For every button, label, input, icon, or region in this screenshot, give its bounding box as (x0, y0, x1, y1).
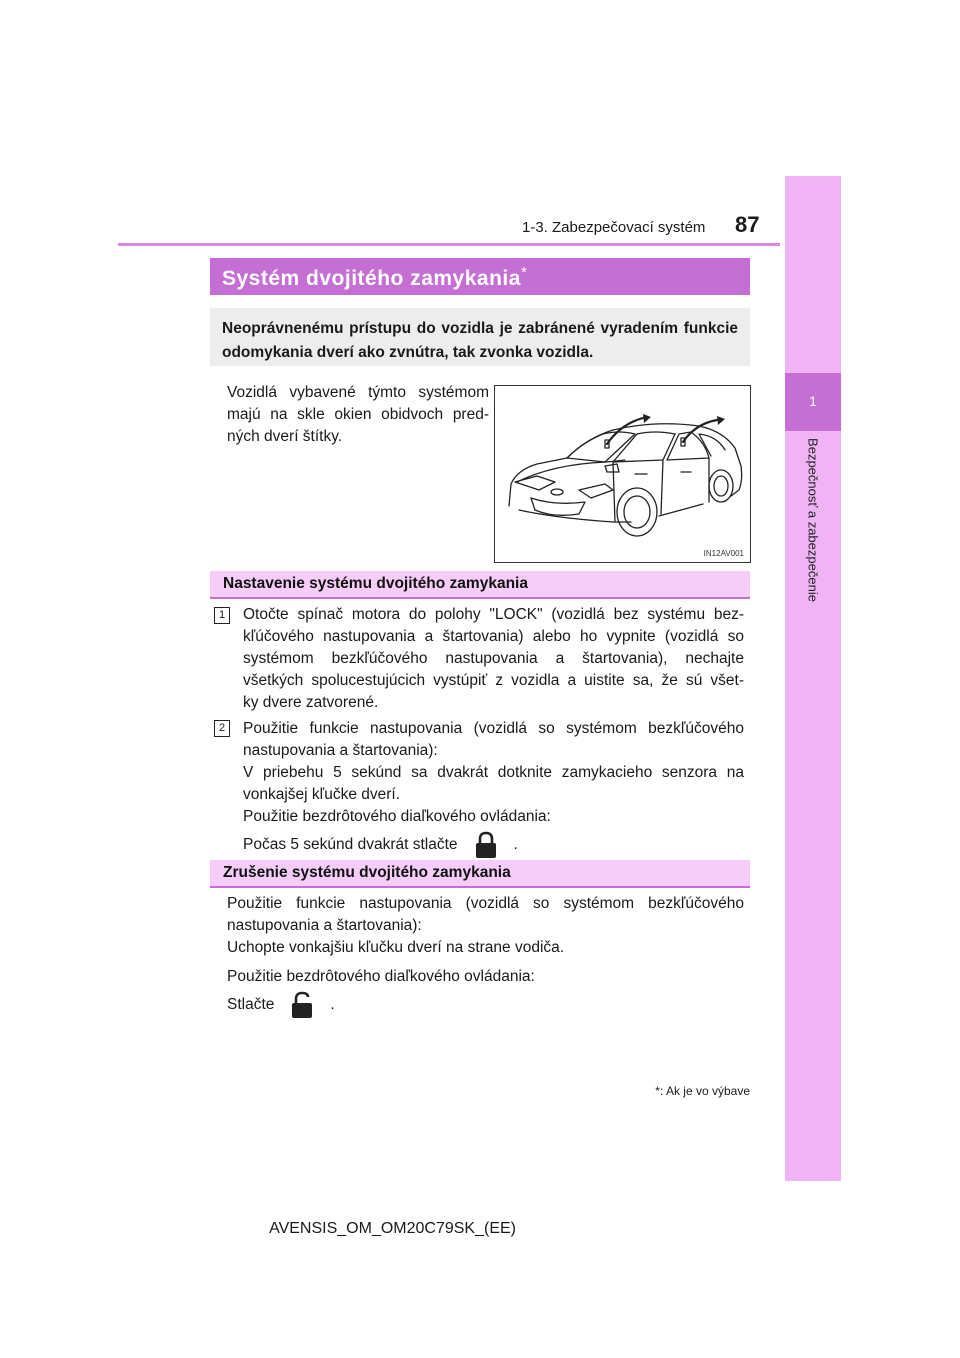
cancel-line: nastupovania a štartovania): (227, 917, 422, 934)
step-line-text: Počas 5 sekúnd dvakrát stlačte (243, 836, 458, 854)
setup-heading (210, 571, 750, 599)
step-line: ky dvere zatvorené. (243, 694, 379, 711)
cancel-line-text: . (330, 996, 335, 1014)
footnote-text: : Ak je vo výbave (659, 1084, 750, 1098)
page-number: 87 (735, 212, 760, 237)
availability-marker: * (520, 264, 528, 281)
step-line: Použitie bezdrôtového diaľkového ovládania: (243, 808, 551, 825)
header-rule (118, 243, 780, 246)
cancel-line: Použitie bezdrôtového diaľkového ovládania: (227, 968, 535, 985)
section-reference: 1-3. Zabezpečovací systém (522, 219, 706, 236)
step-line: systémom bezkľúčového nastupovania a štartovania), nechajte (243, 650, 744, 667)
cancel-line-text: Stlačte (227, 996, 275, 1014)
page-title-text: Systém dvojitého zamykania (222, 267, 521, 290)
document-code: AVENSIS_OM_OM20C79SK_(EE) (269, 1220, 516, 1237)
step-number-2: 2 (214, 720, 230, 737)
chapter-label: Bezpečnosť a zabezpečenie (805, 438, 821, 602)
step-number-1: 1 (214, 607, 230, 624)
cancel-heading (210, 860, 750, 888)
title-bar (210, 258, 750, 295)
intro-text: Neoprávnenému prístupu do vozidla je zabránené vyradením funkcie odomykania dverí ako zvnútra, tak zvonka vozidla. (222, 320, 738, 361)
description-text (227, 382, 489, 448)
car-illustration (494, 385, 751, 563)
figure-code: IN12AV001 (703, 549, 744, 558)
cancel-line: Použitie funkcie nastupovania (vozidlá so systémom bezkľúčového (227, 895, 744, 912)
car-drawing (495, 386, 750, 562)
lock-button-icon (472, 830, 500, 860)
step-line: V priebehu 5 sekúnd sa dvakrát dotknite zamykacieho senzora na (243, 764, 744, 781)
description-line: Vozidlá vybavené týmto systémom (227, 384, 489, 401)
page-title (222, 264, 527, 291)
step-line: vonkajšej kľučke dverí. (243, 786, 401, 803)
chapter-number: 1 (809, 393, 817, 409)
description-line: ných dverí štítky. (227, 428, 343, 445)
step-line: všetkých spolucestujúcich vystúpiť z vozidla a uistite sa, že sú všet- (243, 672, 744, 689)
chapter-number-tab (785, 373, 841, 431)
step-line: nastupovania a štartovania): (243, 742, 438, 759)
footnote (590, 1084, 750, 1098)
footnote-marker: * (655, 1084, 660, 1098)
setup-heading-text: Nastavenie systému dvojitého zamykania (223, 575, 528, 592)
step-1-text (243, 604, 744, 714)
step-line-with-icon (243, 830, 744, 860)
chapter-side-tab (785, 176, 841, 1181)
step-line: Otočte spínač motora do polohy "LOCK" (vozidlá bez systému bez- (243, 606, 744, 623)
cancel-entry-function-text (227, 893, 744, 959)
step-line: Použitie funkcie nastupovania (vozidlá so systémom bezkľúčového (243, 720, 744, 737)
step-line-text: . (513, 836, 518, 854)
cancel-heading-text: Zrušenie systému dvojitého zamykania (223, 864, 511, 881)
step-2-text (243, 718, 744, 860)
description-line: majú na skle okien obidvoch pred- (227, 406, 489, 423)
cancel-line: Uchopte vonkajšiu kľučku dverí na strane vodiča. (227, 939, 565, 956)
cancel-remote-text (227, 966, 744, 1020)
intro-box (210, 308, 750, 366)
unlock-button-icon (288, 990, 316, 1020)
step-line: kľúčového nastupovania a štartovania) alebo ho vypnite (vozidlá so (243, 628, 744, 645)
cancel-line-with-icon (227, 990, 744, 1020)
